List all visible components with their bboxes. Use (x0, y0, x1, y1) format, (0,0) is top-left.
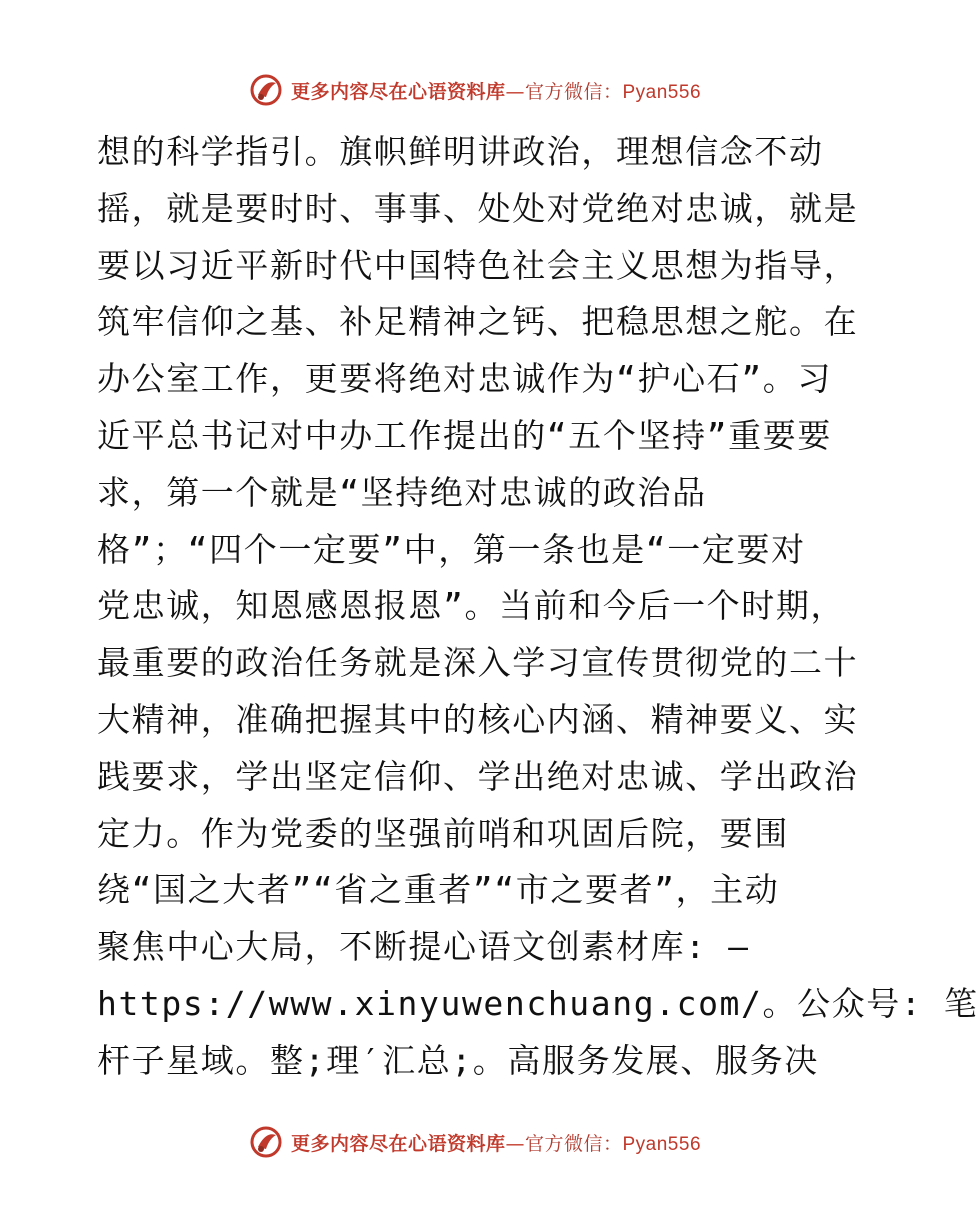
watermark-main: 更多内容尽在心语资料库 (290, 1132, 506, 1155)
text-line: 求，第一个就是“坚持绝对忠诚的政治品 (97, 472, 707, 512)
watermark-wechat-label: 官方微信： (524, 80, 623, 103)
brand-logo-icon (249, 73, 283, 107)
text-line: 党忠诚，知恩感恩报恩”。当前和今后一个时期， (97, 586, 846, 626)
text-line: 格”；“四个一定要”中，第一条也是“一定要对 (97, 529, 806, 569)
watermark-wechat-id: Pyan556 (622, 1133, 702, 1155)
text-line: 践要求，学出坚定信仰、学出绝对忠诚、学出政治 (97, 756, 859, 796)
watermark-separator: — (505, 80, 525, 103)
document-body (97, 124, 978, 1090)
text-line: 绕“国之大者”“省之重者”“市之要者”，主动 (97, 870, 780, 910)
watermark-wechat-id: Pyan556 (622, 81, 702, 103)
text-line: https://www.xinyuwenchuang.com/。公众号: 笔 (97, 983, 978, 1023)
header-watermark (0, 72, 950, 108)
brand-logo-icon (249, 1125, 283, 1159)
footer-watermark (0, 1124, 950, 1160)
text-line: 杆子星域。整;理′汇总;。高服务发展、服务决 (97, 1040, 819, 1080)
watermark-text (291, 1129, 701, 1156)
text-line: 想的科学指引。旗帜鲜明讲政治，理想信念不动 (97, 132, 824, 171)
watermark-wechat-label: 官方微信： (524, 1132, 623, 1155)
watermark-text (291, 77, 701, 104)
text-line: 办公室工作，更要将绝对忠诚作为“护心石”。习 (97, 359, 832, 399)
watermark-separator: — (505, 1132, 525, 1155)
text-line: 大精神，准确把握其中的核心内涵、精神要义、实 (97, 699, 859, 739)
text-line: 最重要的政治任务就是深入学习宣传贯彻党的二十 (97, 643, 859, 683)
text-line: 近平总书记对中办工作提出的“五个坚持”重要要 (97, 415, 832, 455)
text-line: 聚焦中心大局，不断提心语文创素材库: — (97, 927, 750, 967)
watermark-main: 更多内容尽在心语资料库 (290, 80, 506, 103)
text-line: 摇，就是要时时、事事、处处对党绝对忠诚，就是 (97, 188, 859, 228)
text-line: 筑牢信仰之基、补足精神之钙、把稳思想之舵。在 (97, 302, 859, 342)
text-line: 定力。作为党委的坚强前哨和巩固后院，要围 (97, 813, 789, 853)
text-line: 要以习近平新时代中国特色社会主义思想为指导， (97, 245, 859, 285)
